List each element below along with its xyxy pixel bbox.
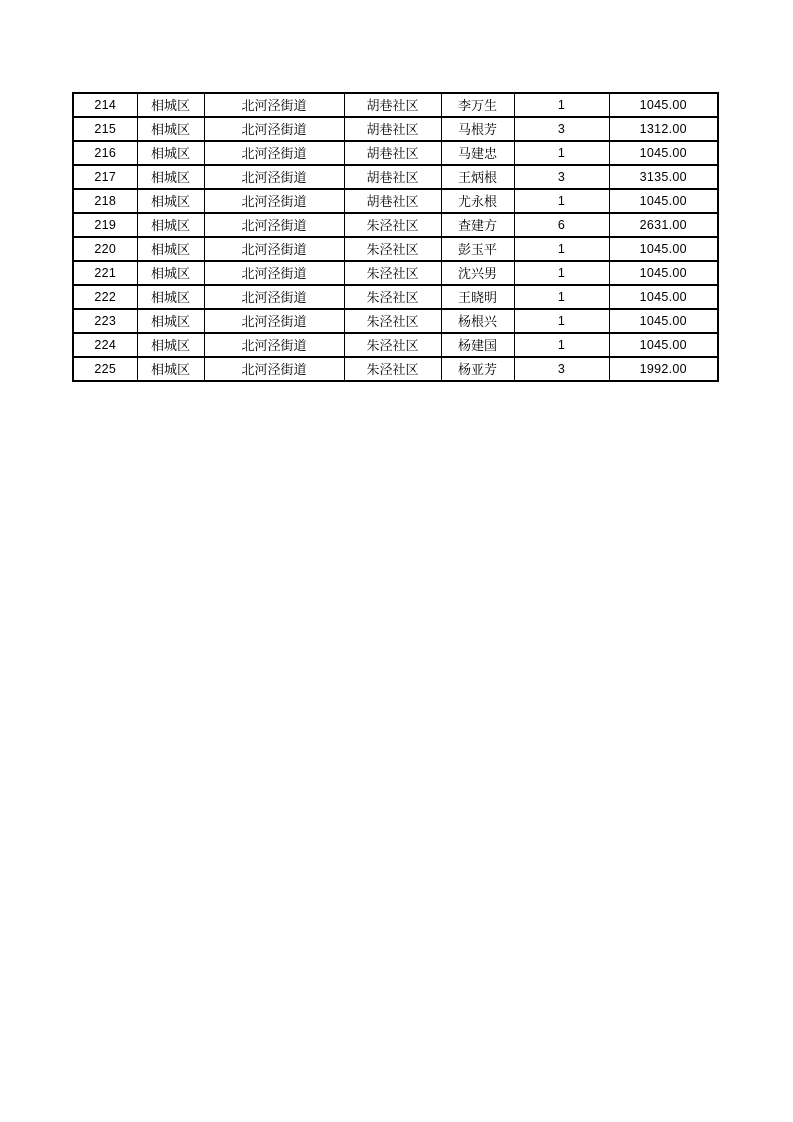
cell-index: 221	[73, 261, 137, 285]
cell-amount: 1045.00	[609, 93, 718, 117]
cell-street: 北河泾街道	[204, 261, 344, 285]
cell-amount: 1045.00	[609, 237, 718, 261]
cell-name: 李万生	[441, 93, 514, 117]
cell-street: 北河泾街道	[204, 237, 344, 261]
table-row	[73, 285, 718, 309]
cell-count: 3	[514, 117, 609, 141]
cell-amount: 1045.00	[609, 189, 718, 213]
cell-count: 3	[514, 165, 609, 189]
cell-name: 杨亚芳	[441, 357, 514, 381]
cell-street: 北河泾街道	[204, 165, 344, 189]
cell-name: 王炳根	[441, 165, 514, 189]
cell-count: 1	[514, 189, 609, 213]
table-row	[73, 333, 718, 357]
cell-amount: 1045.00	[609, 285, 718, 309]
cell-index: 223	[73, 309, 137, 333]
cell-count: 3	[514, 357, 609, 381]
cell-district: 相城区	[137, 309, 204, 333]
cell-index: 216	[73, 141, 137, 165]
cell-community: 朱泾社区	[344, 285, 441, 309]
cell-district: 相城区	[137, 93, 204, 117]
table-body	[73, 93, 718, 381]
cell-community: 朱泾社区	[344, 357, 441, 381]
cell-name: 马建忠	[441, 141, 514, 165]
cell-street: 北河泾街道	[204, 93, 344, 117]
cell-community: 朱泾社区	[344, 237, 441, 261]
cell-index: 218	[73, 189, 137, 213]
cell-community: 朱泾社区	[344, 333, 441, 357]
cell-street: 北河泾街道	[204, 285, 344, 309]
cell-count: 1	[514, 333, 609, 357]
cell-amount: 1045.00	[609, 309, 718, 333]
cell-community: 胡巷社区	[344, 141, 441, 165]
cell-street: 北河泾街道	[204, 309, 344, 333]
cell-district: 相城区	[137, 213, 204, 237]
table-row	[73, 117, 718, 141]
cell-count: 1	[514, 261, 609, 285]
cell-district: 相城区	[137, 165, 204, 189]
cell-district: 相城区	[137, 141, 204, 165]
cell-name: 沈兴男	[441, 261, 514, 285]
cell-amount: 3135.00	[609, 165, 718, 189]
cell-district: 相城区	[137, 285, 204, 309]
cell-name: 马根芳	[441, 117, 514, 141]
table-row	[73, 93, 718, 117]
cell-index: 219	[73, 213, 137, 237]
cell-district: 相城区	[137, 189, 204, 213]
table-row	[73, 357, 718, 381]
cell-name: 王晓明	[441, 285, 514, 309]
cell-community: 朱泾社区	[344, 309, 441, 333]
records-table	[72, 92, 719, 382]
cell-count: 1	[514, 285, 609, 309]
cell-index: 224	[73, 333, 137, 357]
cell-count: 1	[514, 141, 609, 165]
table-row	[73, 237, 718, 261]
cell-street: 北河泾街道	[204, 213, 344, 237]
cell-name: 查建方	[441, 213, 514, 237]
cell-district: 相城区	[137, 333, 204, 357]
table-row	[73, 261, 718, 285]
cell-district: 相城区	[137, 357, 204, 381]
cell-district: 相城区	[137, 237, 204, 261]
cell-name: 尤永根	[441, 189, 514, 213]
cell-amount: 1045.00	[609, 141, 718, 165]
cell-district: 相城区	[137, 117, 204, 141]
cell-count: 6	[514, 213, 609, 237]
cell-index: 217	[73, 165, 137, 189]
cell-index: 214	[73, 93, 137, 117]
cell-street: 北河泾街道	[204, 117, 344, 141]
cell-street: 北河泾街道	[204, 357, 344, 381]
table-row	[73, 189, 718, 213]
table-row	[73, 309, 718, 333]
table-row	[73, 141, 718, 165]
cell-count: 1	[514, 93, 609, 117]
table-row	[73, 165, 718, 189]
cell-name: 彭玉平	[441, 237, 514, 261]
cell-index: 220	[73, 237, 137, 261]
cell-index: 225	[73, 357, 137, 381]
cell-community: 胡巷社区	[344, 117, 441, 141]
cell-count: 1	[514, 237, 609, 261]
cell-index: 215	[73, 117, 137, 141]
cell-index: 222	[73, 285, 137, 309]
cell-count: 1	[514, 309, 609, 333]
cell-community: 胡巷社区	[344, 165, 441, 189]
table-row	[73, 213, 718, 237]
cell-street: 北河泾街道	[204, 189, 344, 213]
cell-community: 朱泾社区	[344, 213, 441, 237]
cell-community: 朱泾社区	[344, 261, 441, 285]
cell-amount: 1312.00	[609, 117, 718, 141]
cell-name: 杨建国	[441, 333, 514, 357]
cell-community: 胡巷社区	[344, 189, 441, 213]
cell-amount: 1045.00	[609, 333, 718, 357]
cell-district: 相城区	[137, 261, 204, 285]
cell-amount: 1045.00	[609, 261, 718, 285]
cell-street: 北河泾街道	[204, 333, 344, 357]
cell-name: 杨根兴	[441, 309, 514, 333]
cell-street: 北河泾街道	[204, 141, 344, 165]
cell-community: 胡巷社区	[344, 93, 441, 117]
cell-amount: 2631.00	[609, 213, 718, 237]
cell-amount: 1992.00	[609, 357, 718, 381]
